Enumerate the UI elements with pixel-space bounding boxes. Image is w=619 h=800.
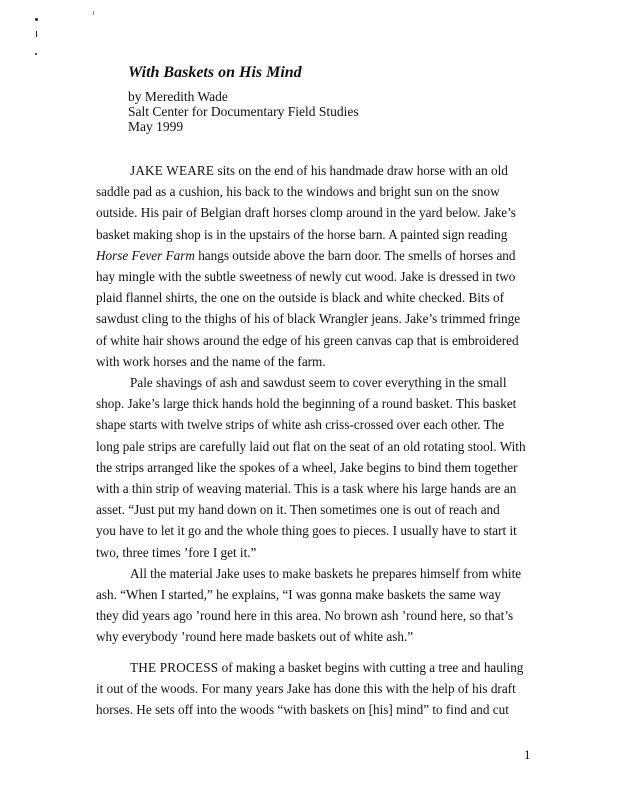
text-line <box>96 520 546 541</box>
lead-in-text: THE PROCESS <box>130 660 219 675</box>
text-line <box>96 414 546 435</box>
text-line <box>96 605 546 626</box>
text-segment: sawdust cling to the thighs of his of black Wrangler jeans. Jake’s trimmed fringe <box>96 311 521 327</box>
text-line <box>96 160 546 181</box>
text-segment: of white hair shows around the edge of his green canvas cap that is embroidered <box>96 332 519 348</box>
text-line <box>96 330 546 351</box>
scan-speck <box>36 31 37 37</box>
text-line <box>96 287 546 308</box>
text-segment: shape starts with twelve strips of white ash criss-crossed over each other. The <box>96 417 505 433</box>
text-line <box>96 393 546 414</box>
text-segment: outside. His pair of Belgian draft horses clomp around in the yard below. Jake’s <box>96 205 516 221</box>
text-line <box>96 542 546 563</box>
text-line <box>96 245 546 266</box>
text-line <box>96 181 546 202</box>
text-line <box>96 478 546 499</box>
text-segment: basket making shop is in the upstairs of the horse barn. A painted sign reading <box>96 226 508 242</box>
author: by Meredith Wade <box>128 89 228 104</box>
text-line <box>96 266 546 287</box>
body-text-block <box>96 160 546 648</box>
text-segment: two, three times ’fore I get it.” <box>96 544 257 560</box>
text-line <box>96 202 546 223</box>
text-segment: it out of the woods. For many years Jake has done this with the help of his draft <box>96 681 516 697</box>
text-line <box>96 436 546 457</box>
text-segment: with a thin strip of weaving material. This is a task where his large hands are an <box>96 481 517 497</box>
text-line <box>96 626 546 647</box>
text-segment: plaid flannel shirts, the one on the outside is black and white checked. Bits of <box>96 290 504 306</box>
text-segment: sits on the end of his handmade draw horse with an old <box>214 163 508 178</box>
text-line <box>96 699 546 720</box>
scan-speck <box>35 53 37 55</box>
text-line <box>96 563 546 584</box>
text-line <box>96 372 546 393</box>
organization: Salt Center for Documentary Field Studies <box>128 104 359 119</box>
text-segment: saddle pad as a cushion, his back to the windows and bright sun on the snow <box>96 184 500 200</box>
text-segment: shop. Jake’s large thick hands hold the beginning of a round basket. This basket <box>96 396 517 412</box>
text-segment: horses. He sets off into the woods “with baskets on [his] mind” to find and cut <box>96 702 509 718</box>
text-segment: you have to let it go and the whole thing goes to pieces. I usually have to start it <box>96 523 517 539</box>
text-line <box>96 499 546 520</box>
lead-in-text: JAKE WEARE <box>130 163 215 178</box>
text-segment: Pale shavings of ash and sawdust seem to cover everything in the small <box>130 375 507 391</box>
text-segment: hangs outside above the barn door. The smells of horses and <box>194 247 516 263</box>
text-line <box>96 224 546 245</box>
text-line <box>96 308 546 329</box>
italic-text: Horse Fever Farm <box>96 247 195 263</box>
body-text-block <box>96 657 546 721</box>
text-line <box>96 584 546 605</box>
text-segment: ash. “When I started,” he explains, “I was gonna make baskets the same way <box>96 587 502 603</box>
text-segment: they did years ago ’round here in this area. No brown ash ’round here, so that’s <box>96 608 514 624</box>
text-segment: with work horses and the name of the farm. <box>96 353 326 369</box>
scan-speck <box>35 18 38 21</box>
text-segment: All the material Jake uses to make baskets he prepares himself from white <box>130 565 522 581</box>
text-segment: hay mingle with the subtle sweetness of newly cut wood. Jake is dressed in two <box>96 269 516 285</box>
scan-speck <box>93 11 94 15</box>
byline <box>128 89 359 134</box>
date: May 1999 <box>128 119 184 134</box>
text-segment: the strips arranged like the spokes of a wheel, Jake begins to bind them together <box>96 459 518 475</box>
document-title: With Baskets on His Mind <box>128 64 302 81</box>
text-line <box>96 351 546 372</box>
text-segment: asset. “Just put my hand down on it. Then sometimes one is out of reach and <box>96 502 500 518</box>
text-segment: why everybody ’round here made baskets out of white ash.” <box>96 629 414 645</box>
text-segment: of making a basket begins with cutting a tree and hauling <box>218 660 524 675</box>
text-line <box>96 457 546 478</box>
text-line <box>96 657 546 678</box>
page-number: 1 <box>524 747 531 762</box>
text-segment: long pale strips are carefully laid out flat on the seat of an old rotating stool. With <box>96 438 526 454</box>
text-line <box>96 678 546 699</box>
